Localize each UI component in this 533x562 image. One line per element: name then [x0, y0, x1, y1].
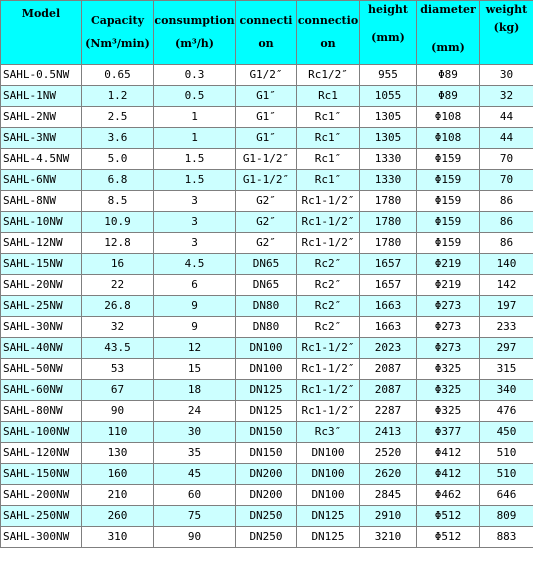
cell-diameter: Φ325: [417, 380, 480, 401]
cell-connection-2: Rc2″: [297, 317, 360, 338]
cell-height: 1663: [360, 317, 417, 338]
cell-consumption: 35: [154, 443, 236, 464]
cell-diameter: Φ219: [417, 254, 480, 275]
cell-capacity: 110: [82, 422, 154, 443]
cell-consumption: 6: [154, 275, 236, 296]
cell-weight: 197: [480, 296, 533, 317]
cell-height: 1657: [360, 275, 417, 296]
cell-connection-2: Rc1/2″: [297, 65, 360, 86]
cell-connection-1: DN125: [236, 401, 297, 422]
cell-capacity: 90: [82, 401, 154, 422]
header-consumption-label: consumption: [154, 14, 235, 27]
cell-weight: 315: [480, 359, 533, 380]
cell-connection-2: Rc1″: [297, 128, 360, 149]
cell-diameter: Φ159: [417, 170, 480, 191]
table-row: [1, 485, 533, 506]
cell-consumption: 9: [154, 317, 236, 338]
table-row: [1, 464, 533, 485]
header-diameter: [417, 1, 480, 65]
cell-weight: 476: [480, 401, 533, 422]
cell-model: SAHL-8NW: [1, 191, 82, 212]
cell-connection-1: DN250: [236, 527, 297, 548]
cell-connection-2: Rc1-1/2″: [297, 233, 360, 254]
cell-height: 2087: [360, 380, 417, 401]
cell-consumption: 18: [154, 380, 236, 401]
cell-capacity: 53: [82, 359, 154, 380]
cell-capacity: 130: [82, 443, 154, 464]
header-diameter-label: diameter: [420, 3, 476, 16]
cell-diameter: Φ108: [417, 128, 480, 149]
cell-connection-1: DN80: [236, 317, 297, 338]
table-row: [1, 107, 533, 128]
cell-weight: 233: [480, 317, 533, 338]
cell-height: 1330: [360, 149, 417, 170]
cell-connection-1: DN200: [236, 485, 297, 506]
header-connection-2-label: connectio: [297, 14, 359, 27]
cell-weight: 510: [480, 443, 533, 464]
cell-diameter: Φ462: [417, 485, 480, 506]
cell-weight: 142: [480, 275, 533, 296]
cell-connection-2: Rc1″: [297, 149, 360, 170]
cell-diameter: Φ159: [417, 212, 480, 233]
cell-connection-1: G2″: [236, 233, 297, 254]
cell-capacity: 32: [82, 317, 154, 338]
header-weight: [480, 1, 533, 65]
cell-capacity: 6.8: [82, 170, 154, 191]
cell-weight: 86: [480, 233, 533, 254]
cell-model: SAHL-200NW: [1, 485, 82, 506]
cell-model: SAHL-15NW: [1, 254, 82, 275]
table-row: [1, 422, 533, 443]
cell-model: SAHL-80NW: [1, 401, 82, 422]
cell-height: 3210: [360, 527, 417, 548]
cell-weight: 340: [480, 380, 533, 401]
header-height-label: height: [368, 3, 408, 16]
header-height-unit: (mm): [371, 31, 405, 44]
cell-model: SAHL-3NW: [1, 128, 82, 149]
cell-height: 2087: [360, 359, 417, 380]
cell-connection-2: Rc2″: [297, 275, 360, 296]
cell-weight: 70: [480, 170, 533, 191]
header-diameter-unit: (mm): [431, 41, 465, 54]
cell-weight: 44: [480, 107, 533, 128]
cell-consumption: 3: [154, 233, 236, 254]
cell-connection-1: G2″: [236, 191, 297, 212]
cell-model: SAHL-25NW: [1, 296, 82, 317]
cell-capacity: 3.6: [82, 128, 154, 149]
table-row: [1, 401, 533, 422]
cell-height: 2413: [360, 422, 417, 443]
cell-capacity: 210: [82, 485, 154, 506]
header-connection-2: [297, 1, 360, 65]
cell-capacity: 10.9: [82, 212, 154, 233]
cell-capacity: 12.8: [82, 233, 154, 254]
header-capacity-unit: (Nm³/min): [85, 37, 150, 50]
cell-model: SAHL-120NW: [1, 443, 82, 464]
cell-connection-2: DN100: [297, 443, 360, 464]
cell-connection-1: G1-1/2″: [236, 149, 297, 170]
cell-weight: 883: [480, 527, 533, 548]
cell-model: SAHL-50NW: [1, 359, 82, 380]
cell-connection-1: DN80: [236, 296, 297, 317]
cell-height: 1305: [360, 128, 417, 149]
cell-consumption: 1.5: [154, 149, 236, 170]
cell-consumption: 30: [154, 422, 236, 443]
header-connection-1: [236, 1, 297, 65]
table-row: [1, 443, 533, 464]
cell-diameter: Φ325: [417, 359, 480, 380]
cell-connection-1: G1″: [236, 107, 297, 128]
cell-capacity: 26.8: [82, 296, 154, 317]
cell-height: 1780: [360, 212, 417, 233]
table-row: [1, 233, 533, 254]
cell-connection-1: G1″: [236, 86, 297, 107]
cell-diameter: Φ159: [417, 233, 480, 254]
cell-diameter: Φ89: [417, 86, 480, 107]
header-weight-label: weight: [485, 3, 528, 16]
table-row: [1, 380, 533, 401]
header-connection-2-label-cont: on: [320, 37, 336, 50]
cell-height: 1780: [360, 233, 417, 254]
cell-capacity: 2.5: [82, 107, 154, 128]
table-row: [1, 128, 533, 149]
cell-connection-1: DN100: [236, 359, 297, 380]
cell-diameter: Φ159: [417, 191, 480, 212]
cell-model: SAHL-2NW: [1, 107, 82, 128]
cell-height: 1330: [360, 170, 417, 191]
header-capacity-label: Capacity: [90, 14, 145, 27]
cell-connection-2: Rc1-1/2″: [297, 401, 360, 422]
cell-weight: 44: [480, 128, 533, 149]
header-weight-unit: (kg): [493, 21, 520, 34]
cell-connection-2: DN125: [297, 527, 360, 548]
table-row: [1, 170, 533, 191]
cell-height: 1663: [360, 296, 417, 317]
cell-consumption: 15: [154, 359, 236, 380]
cell-connection-1: DN200: [236, 464, 297, 485]
cell-connection-1: G2″: [236, 212, 297, 233]
cell-consumption: 3: [154, 191, 236, 212]
cell-consumption: 75: [154, 506, 236, 527]
cell-connection-1: DN125: [236, 380, 297, 401]
cell-connection-2: DN100: [297, 464, 360, 485]
cell-connection-1: DN65: [236, 275, 297, 296]
cell-weight: 86: [480, 191, 533, 212]
table-row: [1, 359, 533, 380]
cell-connection-1: DN150: [236, 443, 297, 464]
cell-consumption: 0.3: [154, 65, 236, 86]
table-row: [1, 212, 533, 233]
cell-diameter: Φ377: [417, 422, 480, 443]
table-header: [1, 1, 533, 65]
cell-diameter: Φ412: [417, 443, 480, 464]
cell-model: SAHL-4.5NW: [1, 149, 82, 170]
cell-model: SAHL-12NW: [1, 233, 82, 254]
cell-capacity: 310: [82, 527, 154, 548]
table-body: [1, 65, 533, 548]
cell-diameter: Φ512: [417, 527, 480, 548]
cell-connection-2: Rc1″: [297, 170, 360, 191]
cell-capacity: 1.2: [82, 86, 154, 107]
cell-consumption: 4.5: [154, 254, 236, 275]
header-consumption: [154, 1, 236, 65]
cell-consumption: 1: [154, 107, 236, 128]
cell-connection-2: Rc1-1/2″: [297, 380, 360, 401]
cell-capacity: 67: [82, 380, 154, 401]
cell-model: SAHL-300NW: [1, 527, 82, 548]
cell-capacity: 5.0: [82, 149, 154, 170]
cell-capacity: 0.65: [82, 65, 154, 86]
cell-diameter: Φ273: [417, 296, 480, 317]
cell-connection-1: DN150: [236, 422, 297, 443]
cell-weight: 809: [480, 506, 533, 527]
cell-weight: 140: [480, 254, 533, 275]
cell-connection-1: G1/2″: [236, 65, 297, 86]
cell-consumption: 1.5: [154, 170, 236, 191]
cell-weight: 30: [480, 65, 533, 86]
cell-height: 955: [360, 65, 417, 86]
header-capacity: [82, 1, 154, 65]
table-row: [1, 338, 533, 359]
cell-diameter: Φ325: [417, 401, 480, 422]
cell-model: SAHL-40NW: [1, 338, 82, 359]
cell-diameter: Φ108: [417, 107, 480, 128]
cell-model: SAHL-6NW: [1, 170, 82, 191]
cell-height: 2910: [360, 506, 417, 527]
cell-model: SAHL-20NW: [1, 275, 82, 296]
cell-connection-1: DN250: [236, 506, 297, 527]
table-row: [1, 527, 533, 548]
cell-connection-2: Rc1-1/2″: [297, 191, 360, 212]
cell-weight: 510: [480, 464, 533, 485]
cell-capacity: 43.5: [82, 338, 154, 359]
table-row: [1, 65, 533, 86]
table-row: [1, 86, 533, 107]
cell-weight: 646: [480, 485, 533, 506]
cell-weight: 70: [480, 149, 533, 170]
header-model-label: Model: [21, 7, 61, 20]
cell-connection-2: Rc2″: [297, 254, 360, 275]
cell-connection-1: G1″: [236, 128, 297, 149]
cell-consumption: 90: [154, 527, 236, 548]
cell-diameter: Φ89: [417, 65, 480, 86]
cell-capacity: 8.5: [82, 191, 154, 212]
cell-height: 1657: [360, 254, 417, 275]
cell-consumption: 0.5: [154, 86, 236, 107]
cell-consumption: 9: [154, 296, 236, 317]
header-connection-1-label: connecti: [239, 14, 293, 27]
cell-height: 2287: [360, 401, 417, 422]
cell-height: 1780: [360, 191, 417, 212]
cell-consumption: 24: [154, 401, 236, 422]
cell-connection-2: Rc3″: [297, 422, 360, 443]
cell-connection-2: Rc2″: [297, 296, 360, 317]
cell-diameter: Φ273: [417, 338, 480, 359]
cell-model: SAHL-250NW: [1, 506, 82, 527]
cell-model: SAHL-100NW: [1, 422, 82, 443]
cell-model: SAHL-1NW: [1, 86, 82, 107]
table-row: [1, 275, 533, 296]
cell-weight: 32: [480, 86, 533, 107]
cell-consumption: 3: [154, 212, 236, 233]
cell-height: 2620: [360, 464, 417, 485]
cell-capacity: 16: [82, 254, 154, 275]
table-row: [1, 191, 533, 212]
cell-model: SAHL-30NW: [1, 317, 82, 338]
cell-connection-1: DN65: [236, 254, 297, 275]
header-consumption-unit: (m³/h): [175, 37, 214, 50]
cell-height: 2520: [360, 443, 417, 464]
table-row: [1, 296, 533, 317]
cell-diameter: Φ219: [417, 275, 480, 296]
cell-height: 1055: [360, 86, 417, 107]
cell-consumption: 45: [154, 464, 236, 485]
table-row: [1, 317, 533, 338]
cell-model: SAHL-10NW: [1, 212, 82, 233]
cell-height: 2023: [360, 338, 417, 359]
header-model: [1, 1, 82, 65]
header-connection-1-label-cont: on: [258, 37, 274, 50]
cell-capacity: 260: [82, 506, 154, 527]
cell-connection-2: DN100: [297, 485, 360, 506]
cell-diameter: Φ159: [417, 149, 480, 170]
cell-weight: 86: [480, 212, 533, 233]
cell-connection-2: Rc1-1/2″: [297, 359, 360, 380]
cell-consumption: 60: [154, 485, 236, 506]
cell-weight: 450: [480, 422, 533, 443]
cell-connection-2: DN125: [297, 506, 360, 527]
cell-height: 1305: [360, 107, 417, 128]
cell-connection-1: G1-1/2″: [236, 170, 297, 191]
cell-diameter: Φ273: [417, 317, 480, 338]
cell-diameter: Φ512: [417, 506, 480, 527]
cell-weight: 297: [480, 338, 533, 359]
header-row: [1, 1, 533, 65]
cell-capacity: 22: [82, 275, 154, 296]
cell-connection-1: DN100: [236, 338, 297, 359]
cell-capacity: 160: [82, 464, 154, 485]
cell-consumption: 12: [154, 338, 236, 359]
cell-connection-2: Rc1: [297, 86, 360, 107]
cell-diameter: Φ412: [417, 464, 480, 485]
cell-connection-2: Rc1-1/2″: [297, 338, 360, 359]
table-row: [1, 149, 533, 170]
cell-connection-2: Rc1″: [297, 107, 360, 128]
table-row: [1, 506, 533, 527]
cell-height: 2845: [360, 485, 417, 506]
cell-model: SAHL-150NW: [1, 464, 82, 485]
cell-consumption: 1: [154, 128, 236, 149]
header-height: [360, 1, 417, 65]
cell-connection-2: Rc1-1/2″: [297, 212, 360, 233]
cell-model: SAHL-0.5NW: [1, 65, 82, 86]
cell-model: SAHL-60NW: [1, 380, 82, 401]
table-row: [1, 254, 533, 275]
